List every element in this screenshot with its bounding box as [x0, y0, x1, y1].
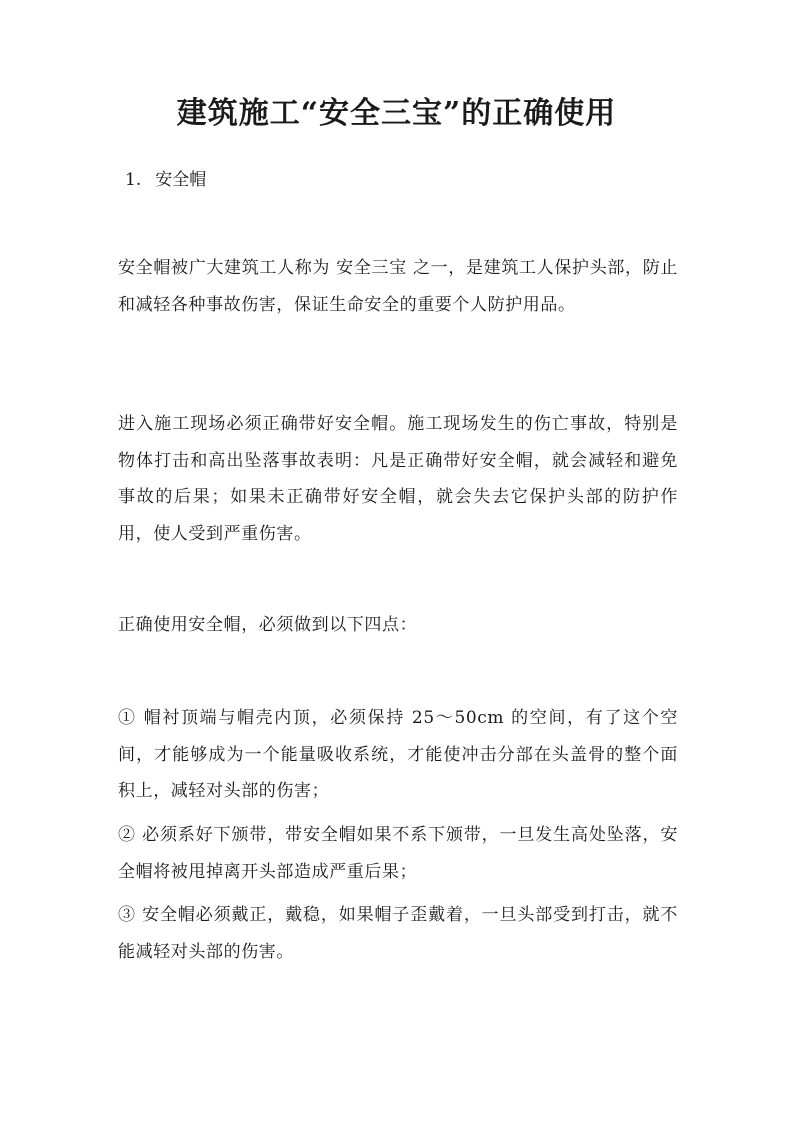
paragraph-four-points: 正确使用安全帽，必须做到以下四点：: [118, 615, 418, 635]
paragraph-site-entry: 进入施工现场必须正确带好安全帽。施工现场发生的伤亡事故，特别是物体打击和高出坠落事故表明：凡是正确带好安全帽，就会减轻和避免事故的后果；如果未正确带好安全帽，就会失去它保护头部的防护作用，使人受到严重伤害。: [118, 414, 678, 544]
list-item: ① 帽衬顶端与帽壳内顶，必须保持 25～50cm 的空间，有了这个空间，才能够成为一个能量吸收系统，才能使冲击分部在头盖骨的整个面积上，减轻对头部的伤害；: [118, 708, 678, 801]
list-item: ③ 安全帽必须戴正，戴稳，如果帽子歪戴着，一旦头部受到打击，就不能减轻对头部的伤害。: [118, 905, 678, 962]
paragraph-intro: 安全帽被广大建筑工人称为 安全三宝 之一，是建筑工人保护头部，防止和减轻各种事故伤害，保证生命安全的重要个人防护用品。: [118, 258, 678, 315]
section-heading-text: 安全帽: [155, 170, 207, 190]
section-number: 1.: [125, 170, 142, 190]
document-title: 建筑施工“安全三宝”的正确使用: [176, 96, 617, 131]
list-item: ② 必须系好下颁带，带安全帽如果不系下颁带，一旦发生高处坠落，安全帽将被甩掉离开头部造成严重后果；: [118, 825, 678, 882]
section-heading: [125, 166, 206, 194]
